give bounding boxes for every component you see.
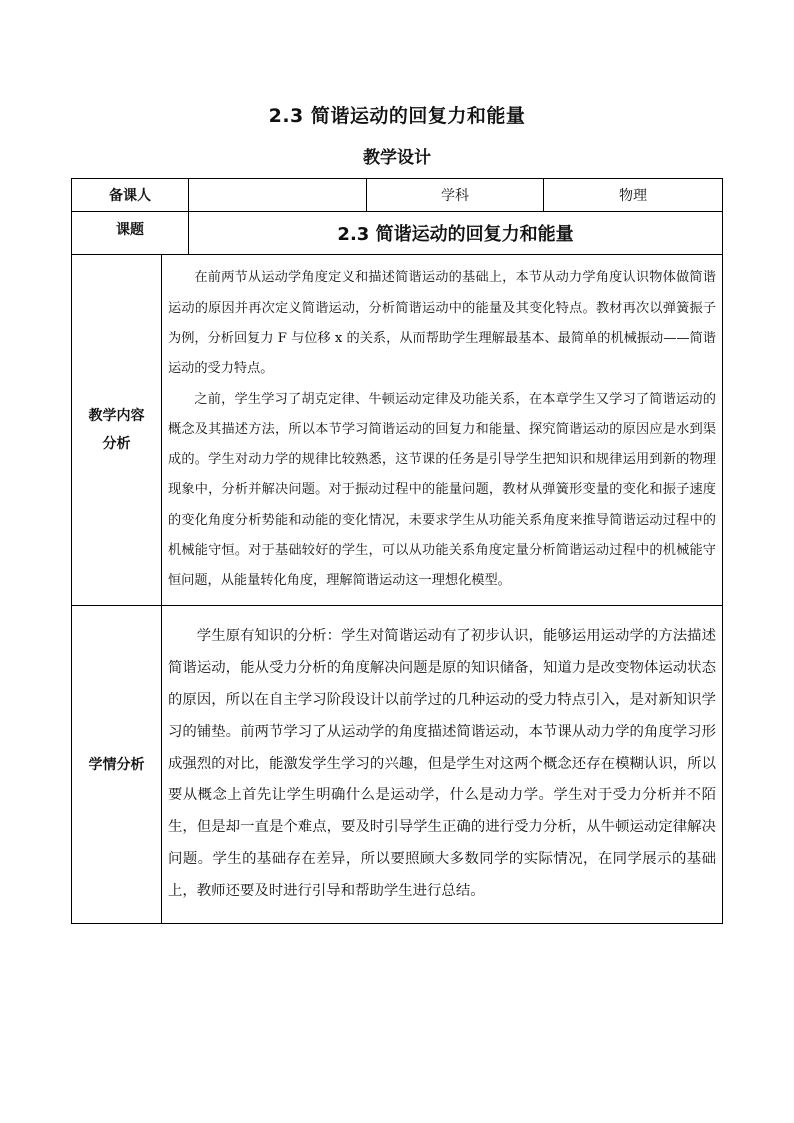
topic-label: 课题 (72, 212, 189, 255)
content-paragraph-1: 在前两节从运动学角度定义和描述简谐运动的基础上，本节从动力学角度认识物体做简谐运动的原因并再次定义简谐运动，分析简谐运动中的能量及其变化特点。教材再次以弹簧振子为例，分析回复力 F 与位移 x 的关系，从而帮助学生理解最基本、最简单的机械振动——简谐运动的受力特点。 (168, 270, 716, 377)
subject-value: 物理 (544, 179, 723, 212)
content-analysis-row (72, 255, 723, 606)
learner-paragraph: 学生原有知识的分析：学生对简谐运动有了初步认识，能够运用运动学的方法描述简谐运动，能从受力分析的角度解决问题是原的知识储备，知道力是改变物体运动状态的原因，所以在自主学习阶段设计以前学过的几种运动的受力特点引入，是对新知识学习的铺垫。前两节学习了从运动学的角度描述简谐运动，本节课从动力学的角度学习形成强烈的对比，能激发学生学习的兴趣，但是学生对这两个概念还存在模糊认识，所以要从概念上首先让学生明确什么是运动学，什么是动力学。学生对于受力分析并不陌生，但是却一直是个难点，要及时引导学生正确的进行受力分析，从牛顿运动定律解决问题。学生的基础存在差异，所以要照顾大多数同学的实际情况，在同学展示的基础上，教师还要及时进行引导和帮助学生进行总结。 (168, 627, 716, 900)
content-analysis-label-text: 教学内容分析 (88, 408, 145, 452)
topic-row (72, 212, 723, 255)
learner-analysis-body (162, 606, 723, 924)
content-analysis-label (72, 255, 162, 606)
content-analysis-body (162, 255, 723, 606)
preparer-label: 备课人 (72, 179, 189, 212)
document-subtitle: 教学设计 (363, 148, 431, 168)
topic-value: 2.3 简谐运动的回复力和能量 (189, 212, 723, 255)
learner-analysis-label: 学情分析 (72, 606, 162, 924)
document-title: 2.3 简谐运动的回复力和能量 (268, 105, 526, 127)
learner-analysis-row (72, 606, 723, 924)
content-paragraph-2: 之前，学生学习了胡克定律、牛顿运动定律及功能关系，在本章学生又学习了简谐运动的概念及其描述方法，所以本节学习简谐运动的回复力和能量、探究简谐运动的原因应是水到渠成的。学生对动力学的规律比较熟悉，这节课的任务是引导学生把知识和规律运用到新的物理现象中，分析并解决问题。对于振动过程中的能量问题，教材从弹簧形变量的变化和振子速度的变化角度分析势能和动能的变化情况，未要求学生从功能关系角度来推导简谐运动过程中的机械能守恒。对于基础较好的学生，可以从功能关系角度定量分析简谐运动过程中的机械能守恒问题，从能量转化角度，理解简谐运动这一理想化模型。 (168, 391, 716, 589)
header-row (72, 179, 723, 212)
subject-label: 学科 (367, 179, 544, 212)
preparer-value (189, 179, 367, 212)
lesson-plan-table (71, 178, 723, 924)
